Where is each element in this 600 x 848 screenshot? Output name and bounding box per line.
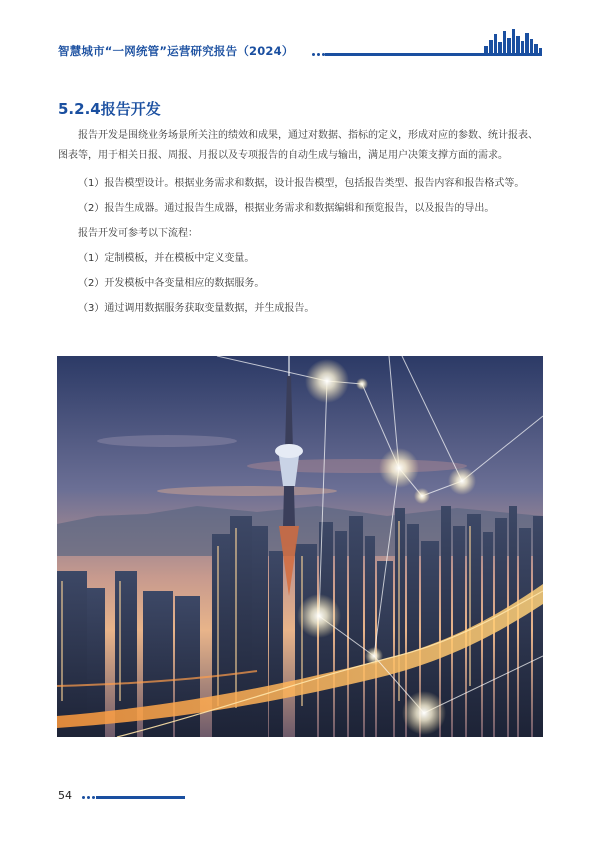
smart-city-skyline-image <box>57 356 543 737</box>
flow-step-1: （1）定制模板，并在模板中定义变量。 <box>78 253 255 264</box>
section-heading: 5.2.4报告开发 <box>58 100 161 118</box>
list-item-report-generator: （2）报告生成器。通过报告生成器，根据业务需求和数据编辑和预览报告，以及报告的导出。 <box>78 203 495 214</box>
footer-dots-decoration <box>82 796 95 799</box>
document-header-title: 智慧城市“一网统管”运营研究报告（2024） <box>58 44 294 58</box>
city-skyline-icon <box>484 29 542 55</box>
header-dots-decoration <box>312 53 325 56</box>
list-item-report-model-design: （1）报告模型设计。根据业务需求和数据，设计报告模型，包括报告类型、报告内容和报告格式等。 <box>78 178 525 189</box>
flow-step-2: （2）开发模板中各变量相应的数据服务。 <box>78 278 265 289</box>
flow-intro-text: 报告开发可参考以下流程： <box>78 228 198 239</box>
intro-paragraph: 报告开发是围绕业务场景所关注的绩效和成果，通过对数据、指标的定义，形成对应的参数、统计报表、图表等，用于相关日报、周报、月报以及专项报告的自动生成与输出，满足用户决策支撑方面的需求。 <box>58 130 538 161</box>
footer-rule <box>96 796 185 799</box>
flow-step-3: （3）通过调用数据服务获取变量数据，并生成报告。 <box>78 303 315 314</box>
page-number: 54 <box>58 789 72 802</box>
